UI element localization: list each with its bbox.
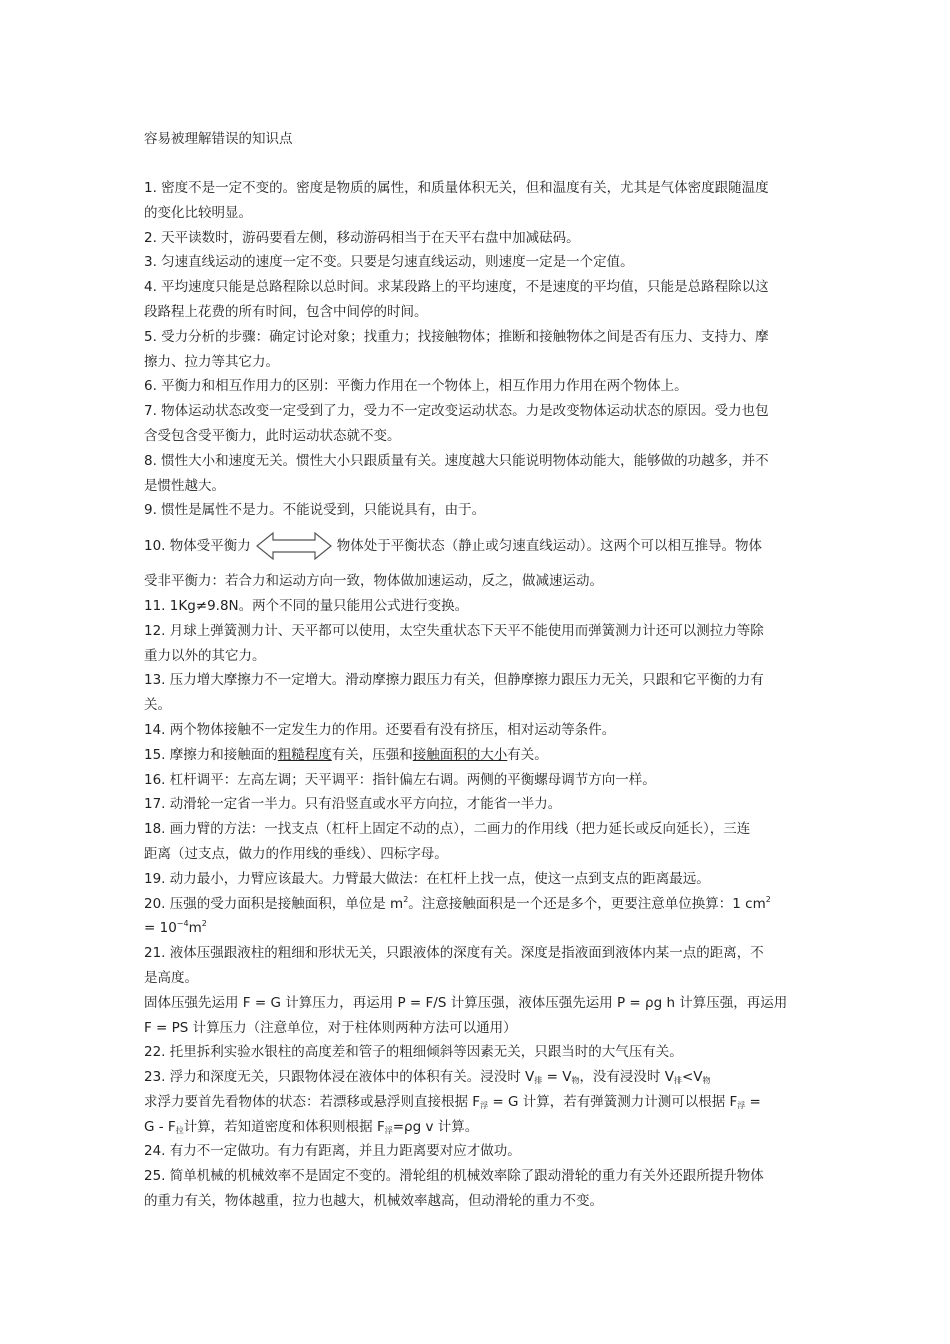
item-15-underline-contact-area: 接触面积的大小 <box>412 746 508 763</box>
item-20-sup-2: 2 <box>765 894 771 904</box>
item-7-line-1: 7. 物体运动状态改变一定受到了力，受力不一定改变运动状态。力是改变物体运动状态的原因。受力也包 <box>144 403 769 420</box>
item-1-line-1: 1. 密度不是一定不变的。密度是物质的属性，和质量体积无关，但和温度有关，尤其是气体密度跟随温度 <box>144 180 769 196</box>
item-20c-text-a: = 10 <box>144 920 177 937</box>
item-23-line-2 <box>144 1090 810 1115</box>
item-4-line-1: 4. 平均速度只能是总路程除以总时间。求某段路上的平均速度，不是速度的平均值，只能是总路程除以这 <box>144 279 769 296</box>
item-12-line-1: 12. 月球上弹簧测力计、天平都可以使用，太空失重状态下天平不能使用而弹簧测力计还可以测拉力等除 <box>144 622 764 639</box>
item-10-right-text: 物体处于平衡状态（静止或匀速直线运动）。这两个可以相互推导。物体 <box>336 537 763 554</box>
item-5-line-1: 5. 受力分析的步骤：确定讨论对象；找重力；找接触物体；推断和接触物体之间是否有压力、支持力、摩 <box>144 328 769 345</box>
item-23-text-a: 23. 浮力和深度无关，只跟物体浸在液体中的体积有关。浸没时 V <box>144 1069 535 1086</box>
double-arrow-icon <box>255 530 333 562</box>
item-15-text-b: 有关，压强和 <box>331 746 413 763</box>
item-20-sup-1: 2 <box>403 894 409 904</box>
item-23c-text-c: =ρg v 计算。 <box>392 1118 479 1135</box>
item-3: 3. 匀速直线运动的速度一定不变。只要是匀速直线运动，则速度一定是一个定值。 <box>144 254 634 271</box>
item-23b-text-a: 求浮力要首先看物体的状态：若漂移或悬浮则直接根据 F <box>144 1093 481 1110</box>
item-15 <box>144 743 810 768</box>
item-25-line-2: 的重力有关，物体越重，拉力也越大，机械效率越高，但动滑轮的重力不变。 <box>144 1193 603 1210</box>
item-23-sub-2: 物 <box>571 1076 580 1086</box>
item-15-underline-roughness: 粗糙程度 <box>277 746 332 763</box>
item-15-text-c: 有关。 <box>507 746 548 763</box>
item-23c-text-b: 计算，若知道密度和体积则根据 F <box>183 1118 385 1135</box>
item-23-sub-1: 排 <box>534 1076 543 1086</box>
item-21-line-1: 21. 液体压强跟液柱的粗细和形状无关，只跟液体的深度有关。深度是指液面到液体内某一点的距离，不 <box>144 945 764 962</box>
item-23-line-1 <box>144 1065 810 1090</box>
item-13-line-2: 关。 <box>144 697 171 714</box>
item-7-line-2: 含受包含受平衡力，此时运动状态就不变。 <box>144 427 401 444</box>
item-20-line-1 <box>144 892 810 917</box>
item-23c-sub-2: 浮 <box>384 1125 393 1135</box>
item-18-line-1: 18. 画力臂的方法：一找支点（杠杆上固定不动的点），二画力的作用线（把力延长或反向延长），三连 <box>144 821 751 838</box>
item-10-line-2: 受非平衡力：若合力和运动方向一致，物体做加速运动，反之，做减速运动。 <box>144 573 603 590</box>
item-16: 16. 杠杆调平：左高左调；天平调平：指针偏左右调。两侧的平衡螺母调节方向一样。 <box>144 771 656 788</box>
item-21-line-3: 固体压强先运用 F = G 计算压力，再运用 P = F/S 计算压强，液体压强先运用 P = ρg h 计算压强，再运用 <box>144 994 788 1011</box>
item-24: 24. 有力不一定做功。有力有距离，并且力距离要对应才做功。 <box>144 1143 521 1160</box>
item-23-text-c: ，没有浸没时 V <box>579 1069 674 1086</box>
item-23b-text-c: = <box>745 1093 761 1110</box>
item-23-sub-3: 排 <box>673 1076 682 1086</box>
item-11: 11. 1Kg≠9.8N。两个不同的量只能用公式进行变换。 <box>144 597 469 614</box>
item-8-line-2: 是惯性越大。 <box>144 477 225 494</box>
item-1-line-2: 的变化比较明显。 <box>144 204 252 221</box>
item-6: 6. 平衡力和相互作用力的区别：平衡力作用在一个物体上，相互作用力作用在两个物体上。 <box>144 378 688 395</box>
item-20-line-2 <box>144 916 810 941</box>
item-21-line-2: 是高度。 <box>144 969 198 986</box>
item-15-text-a: 15. 摩擦力和接触面的 <box>144 746 278 763</box>
item-13-line-1: 13. 压力增大摩擦力不一定增大。滑动摩擦力跟压力有关，但静摩擦力跟压力无关，只跟和它平衡的力有 <box>144 672 764 689</box>
item-9: 9. 惯性是属性不是力。不能说受到，只能说具有，由于。 <box>144 502 486 519</box>
item-23-sub-4: 物 <box>702 1076 711 1086</box>
item-12-line-2: 重力以外的其它力。 <box>144 647 266 664</box>
item-19: 19. 动力最小，力臂应该最大。力臂最大做法：在杠杆上找一点，使这一点到支点的距离最远。 <box>144 870 710 887</box>
item-20c-sup-exp: −4 <box>176 919 189 929</box>
item-23b-sub-1: 浮 <box>480 1100 489 1110</box>
item-23b-sub-2: 浮 <box>737 1100 746 1110</box>
item-20c-text-b: m <box>188 920 202 937</box>
item-4-line-2: 段路程上花费的所有时间，包含中间停的时间。 <box>144 303 428 320</box>
item-20-text-b: 。注意接触面积是一个还是多个，更要注意单位换算：1 cm <box>408 895 766 912</box>
document-page <box>144 128 810 1214</box>
item-20-text-a: 20. 压强的受力面积是接触面积，单位是 m <box>144 895 404 912</box>
item-23b-text-b: = G 计算，若有弹簧测力计测可以根据 F <box>488 1093 738 1110</box>
item-5-line-2: 擦力、拉力等其它力。 <box>144 353 279 370</box>
item-23c-sub-1: 拉 <box>175 1125 184 1135</box>
item-14: 14. 两个物体接触不一定发生力的作用。还要看有没有挤压，相对运动等条件。 <box>144 721 616 738</box>
item-18-line-2: 距离（过支点，做力的作用线的垂线）、四标字母。 <box>144 845 448 862</box>
document-title: 容易被理解错误的知识点 <box>144 131 293 147</box>
item-23-line-3 <box>144 1115 810 1140</box>
item-23-text-d: <V <box>681 1069 703 1086</box>
item-21-line-4: F = PS 计算压力（注意单位，对于柱体则两种方法可以通用） <box>144 1019 517 1036</box>
item-20c-sup-2: 2 <box>201 919 207 929</box>
item-22: 22. 托里拆利实验水银柱的高度差和管子的粗细倾斜等因素无关，只跟当时的大气压有关。 <box>144 1044 683 1061</box>
item-23-text-b: = V <box>542 1069 572 1086</box>
item-23c-text-a: G - F <box>144 1118 176 1135</box>
item-2: 2. 天平读数时，游码要看左侧，移动游码相当于在天平右盘中加减砝码。 <box>144 229 580 246</box>
item-8-line-1: 8. 惯性大小和速度无关。惯性大小只跟质量有关。速度越大只能说明物体动能大，能够做的功越多，并不 <box>144 452 769 469</box>
item-25-line-1: 25. 简单机械的机械效率不是固定不变的。滑轮组的机械效率除了跟动滑轮的重力有关外还跟所提升物体 <box>144 1168 764 1185</box>
item-10-left-text: 10. 物体受平衡力 <box>144 537 251 554</box>
item-10-line-1 <box>144 523 810 569</box>
item-17: 17. 动滑轮一定省一半力。只有沿竖直或水平方向拉，才能省一半力。 <box>144 796 562 813</box>
